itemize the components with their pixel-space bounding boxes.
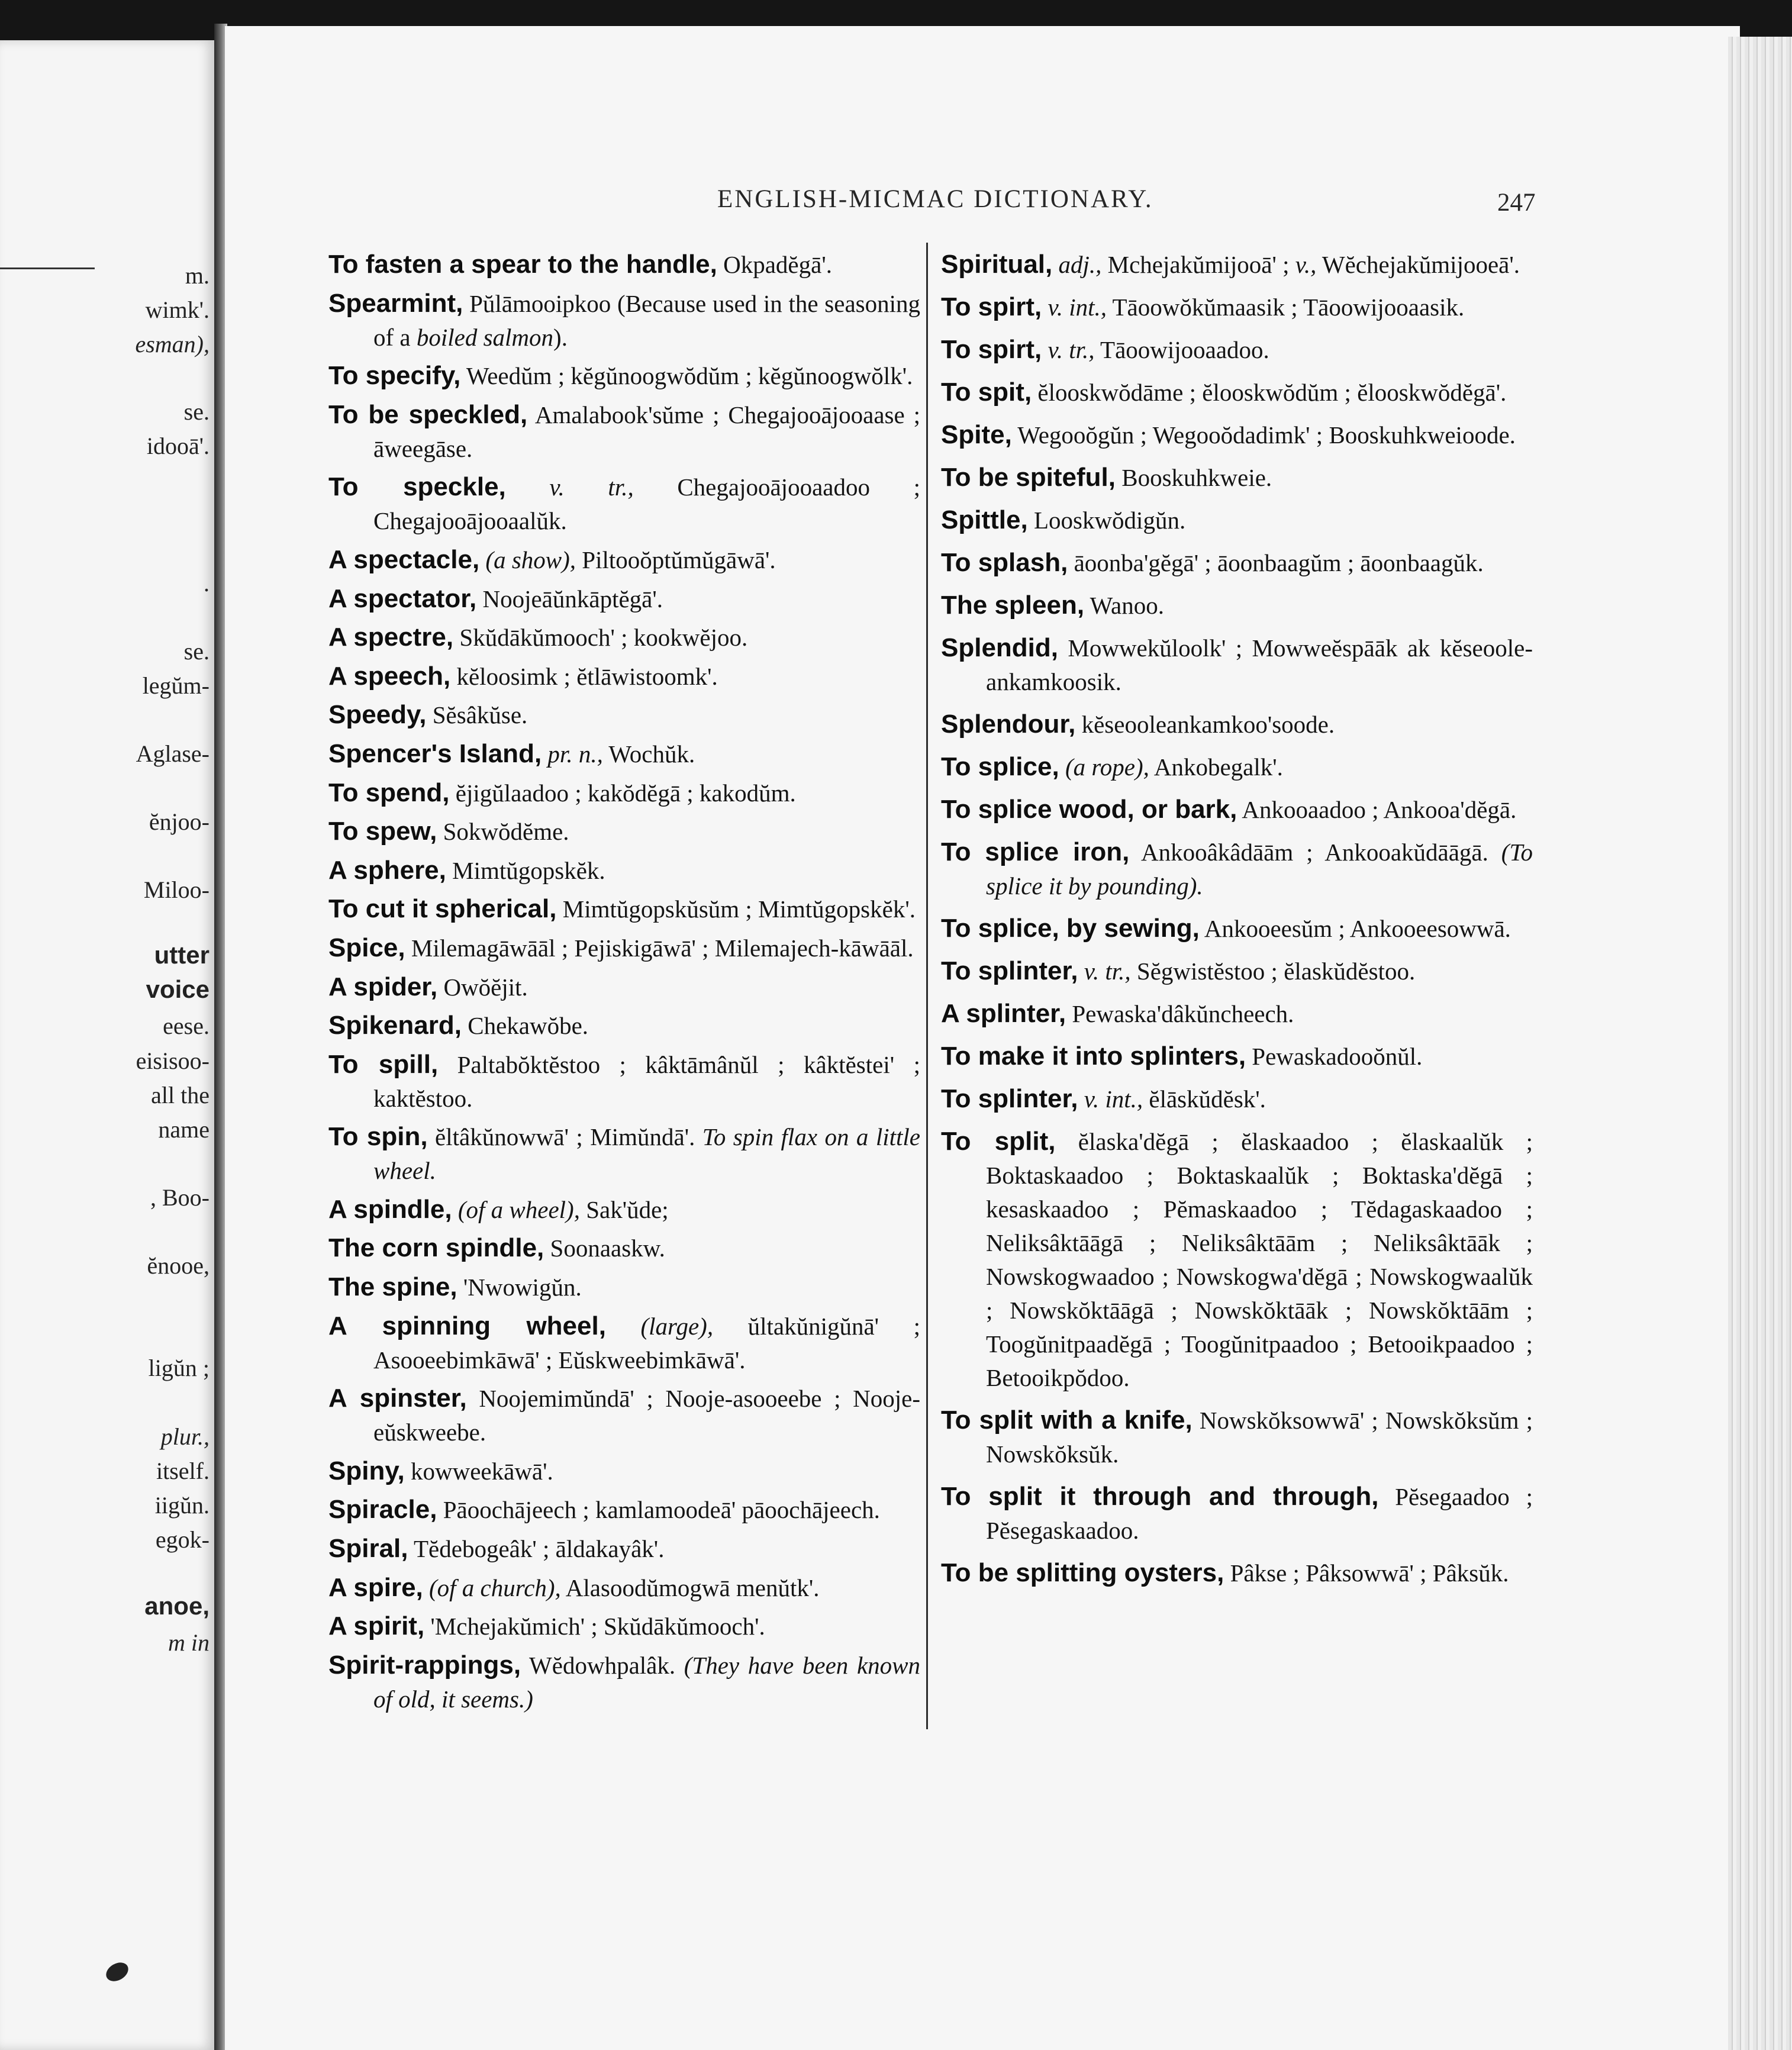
previous-page-fragment: utter (154, 941, 210, 969)
entry-headword: A spinning wheel, (328, 1311, 606, 1340)
dictionary-entry (941, 911, 1533, 946)
entry-headword: To splice, (941, 752, 1059, 781)
dictionary-entry (941, 588, 1533, 623)
entry-definition: Wegooŏgŭn ; Wegooŏdadimk' ; Booskuhkweioode. (1011, 421, 1516, 449)
entry-definition: kowweekāwā'. (404, 1457, 553, 1485)
entry-definition: Mimtŭgopskĕk. (446, 856, 605, 884)
entry-headword: Spencer's Island, (328, 739, 542, 768)
entry-definition: Paltabŏktĕstoo ; kâktāmânŭl ; kâktĕstei' ; kaktĕstoo. (373, 1050, 920, 1112)
entry-headword: To splinter, (941, 956, 1078, 985)
entry-grammar: v. tr., (505, 473, 634, 501)
dictionary-entry (941, 707, 1533, 742)
dictionary-entry (328, 892, 920, 926)
entry-definition: Ankooâkâdāām ; Ankooakŭdāāgā. (1129, 839, 1501, 866)
entry-headword: To splice wood, or bark, (941, 795, 1237, 824)
entry-definition: kĕloosimk ; ĕtlāwistoomk'. (450, 662, 718, 690)
entry-definition: Owŏĕjit. (437, 973, 528, 1001)
entry-definition: Sĕgwistĕstoo ; ĕlaskŭdĕstoo. (1130, 958, 1416, 985)
entry-headword: To spew, (328, 817, 437, 846)
entry-definition-tail: ). (553, 323, 568, 351)
entry-headword: Speedy, (328, 700, 427, 730)
dictionary-entry (328, 1532, 920, 1566)
entry-definition: Skŭdākŭmooch' ; kookwĕjoo. (453, 624, 748, 652)
dictionary-entry (941, 375, 1533, 410)
left-column (328, 247, 920, 1720)
dictionary-entry (941, 546, 1533, 580)
entry-definition: Chegajooājooaadoo ; Chegajooājooaalŭk. (373, 473, 920, 535)
dictionary-entry (941, 997, 1533, 1031)
entry-definition: Wochŭk. (602, 740, 695, 768)
previous-page-fragment: wimk'. (145, 296, 210, 323)
entry-grammar: v. tr., (1078, 958, 1131, 985)
dictionary-entry (328, 286, 920, 354)
entry-headword: A spirit, (328, 1611, 425, 1641)
previous-page-fragment: name (158, 1116, 210, 1143)
entry-definition: ŭltakŭnigŭnā' ; Asooeebimkāwā' ; Eŭskweebimkāwā'. (373, 1312, 920, 1374)
entry-note: v., (1295, 251, 1317, 278)
entry-headword: To fasten a spear to the handle, (328, 250, 717, 279)
entry-headword: Spittle, (941, 505, 1028, 534)
previous-page-fragment: eese. (163, 1013, 210, 1039)
entry-definition: Okpadĕgā'. (717, 251, 832, 278)
dictionary-entry (328, 659, 920, 694)
entry-note: (To splice it by pounding). (986, 839, 1533, 900)
entry-definition: Pewaska'dâkŭncheech. (1066, 1000, 1294, 1027)
previous-page-fragment: eisisoo- (136, 1047, 210, 1074)
dictionary-entry (941, 418, 1533, 452)
dictionary-entry (941, 792, 1533, 827)
entry-definition: Pewaskadooŏnŭl. (1246, 1043, 1423, 1070)
entry-definition: Chekawŏbe. (461, 1012, 589, 1040)
entry-definition: ĕlooskwŏdāme ; ĕlooskwŏdŭm ; ĕlooskwŏdĕgā'. (1032, 379, 1507, 406)
dictionary-entry (328, 1047, 920, 1116)
dictionary-entry (941, 460, 1533, 495)
entry-definition: Mowwekŭloolk' ; Mowweĕspāāk ak kĕseoole-ankamkoosik. (986, 634, 1533, 695)
dictionary-entry (941, 333, 1533, 367)
entry-headword: Spearmint, (328, 288, 463, 318)
entry-definition: ĕjigŭlaadoo ; kakŏdĕgā ; kakodŭm. (449, 779, 796, 807)
previous-page-fragment: , Boo- (150, 1184, 210, 1211)
entry-headword: The spleen, (941, 591, 1085, 620)
dictionary-entry (328, 582, 920, 616)
entry-headword: To be splitting oysters, (941, 1558, 1224, 1587)
entry-grammar: (of a church), (423, 1574, 561, 1601)
entry-definition: Tāoowijooaadoo. (1094, 336, 1269, 363)
entry-headword: A spectre, (328, 623, 454, 652)
entry-definition: Weedŭm ; kĕgŭnoogwŏdŭm ; kĕgŭnoogwŏlk'. (460, 362, 913, 390)
dictionary-entry (941, 1480, 1533, 1548)
previous-page-fragment: se. (183, 638, 210, 665)
entry-headword: To splice iron, (941, 837, 1130, 866)
dictionary-entry (328, 543, 920, 577)
previous-page-fragment: egok- (155, 1526, 210, 1553)
entry-headword: The spine, (328, 1272, 457, 1302)
entry-definition: Looskwŏdigŭn. (1027, 507, 1186, 534)
entry-headword: Splendid, (941, 633, 1058, 662)
dictionary-entry (941, 503, 1533, 537)
dictionary-entry (328, 737, 920, 771)
entry-headword: A spectacle, (328, 544, 480, 574)
previous-page-fragment: voice (146, 975, 210, 1003)
entry-headword: A spindle, (328, 1194, 452, 1224)
entry-headword: To splinter, (941, 1084, 1078, 1113)
entry-definition-tail: Wĕchejakŭmijooeā'. (1316, 251, 1520, 278)
dictionary-entry (328, 1231, 920, 1265)
dictionary-entry (328, 620, 920, 655)
entry-note: To spin flax on a little wheel. (373, 1123, 920, 1185)
entry-definition: Piltooŏptŭmŭgāwā'. (576, 546, 776, 573)
entry-definition: Mimtŭgopskŭsŭm ; Mimtŭgopskĕk'. (556, 895, 916, 923)
entry-definition: Noojemimŭndā' ; Nooje-asooeebe ; Nooje-eŭskweebe. (373, 1385, 920, 1446)
entry-grammar: v. int., (1078, 1085, 1143, 1113)
dictionary-entry (328, 970, 920, 1004)
previous-page-fragment: ĕnjoo- (149, 808, 210, 835)
entry-definition: Sokwŏdĕme. (437, 818, 569, 846)
previous-page-fragment: legŭm- (142, 672, 210, 699)
entry-grammar: (a show), (479, 546, 576, 573)
dictionary-entry (941, 1082, 1533, 1116)
entry-note: boiled salmon (416, 323, 554, 351)
entry-headword: Spite, (941, 420, 1012, 449)
entry-headword: A spire, (328, 1572, 423, 1602)
entry-headword: Spiny, (328, 1456, 405, 1485)
entry-headword: A spider, (328, 972, 438, 1001)
dictionary-entry (328, 698, 920, 732)
entry-headword: To splash, (941, 548, 1068, 577)
entry-definition: Pâkse ; Pâksowwā' ; Pâksŭk. (1224, 1559, 1509, 1587)
dictionary-entry (328, 1381, 920, 1449)
dictionary-entry (328, 1648, 920, 1716)
entry-headword: To split, (941, 1127, 1056, 1156)
entry-definition: Tĕdebogeâk' ; āldakayâk'. (408, 1535, 665, 1563)
dictionary-entry (328, 776, 920, 810)
dictionary-entry (328, 359, 920, 393)
dictionary-entry (328, 1571, 920, 1605)
entry-definition: Wĕdowhpalâk. (521, 1651, 684, 1679)
entry-definition: Amalabook'sŭme ; Chegajooājooaase ; āweegāse. (373, 401, 921, 462)
dictionary-entry (328, 814, 920, 849)
entry-headword: A spinster, (328, 1384, 467, 1413)
dictionary-entry (328, 1454, 920, 1488)
running-head: ENGLISH-MICMAC DICTIONARY. (717, 185, 1153, 213)
entry-definition: Sĕsâkŭse. (426, 701, 528, 729)
dictionary-entry (328, 1493, 920, 1527)
dictionary-entry (941, 1556, 1533, 1590)
entry-headword: To spend, (328, 778, 450, 807)
entry-headword: Spirit-rappings, (328, 1650, 521, 1680)
entry-headword: A splinter, (941, 999, 1066, 1028)
dictionary-entry (328, 470, 920, 538)
entry-grammar: v. int., (1042, 294, 1107, 321)
previous-page-fragment: plur., (160, 1423, 210, 1450)
dictionary-entry (941, 835, 1533, 903)
entry-headword: A speech, (328, 661, 451, 691)
entry-headword: To spill, (328, 1049, 439, 1079)
entry-headword: The corn spindle, (328, 1233, 544, 1263)
entry-definition: Pāoochājeech ; kamlamoodeā' pāoochājeech. (437, 1496, 880, 1524)
entry-definition: Pĕsegaadoo ; Pĕsegaskaadoo. (986, 1483, 1533, 1544)
column-divider (926, 243, 928, 1729)
dictionary-entry (941, 750, 1533, 784)
entry-headword: To splice, by sewing, (941, 914, 1200, 943)
entry-headword: To speckle, (328, 472, 506, 502)
entry-definition: kĕseooleankamkoo'soode. (1075, 711, 1335, 738)
dictionary-entry (941, 247, 1533, 282)
entry-definition: Soonaaskw. (544, 1234, 665, 1262)
dictionary-entry (941, 1124, 1533, 1395)
entry-definition: Ankooeesŭm ; Ankooeesowwā. (1199, 915, 1511, 942)
dictionary-entry (328, 1192, 920, 1227)
entry-definition: 'Nwowigŭn. (457, 1274, 582, 1301)
entry-definition: Ankobegalk'. (1149, 753, 1283, 781)
entry-grammar: pr. n., (542, 740, 603, 768)
entry-definition: ĕlāskŭdĕsk'. (1143, 1085, 1266, 1113)
entry-definition: ĕltâkŭnowwā' ; Mimŭndā'. (427, 1123, 702, 1151)
entry-definition: Booskuhkweie. (1115, 464, 1272, 491)
dictionary-entry (328, 853, 920, 888)
entry-grammar: adj., (1052, 251, 1102, 278)
entry-headword: To make it into splinters, (941, 1042, 1246, 1071)
previous-page-fragment: m in (168, 1629, 210, 1656)
previous-page-fragment: all the (151, 1082, 210, 1108)
entry-headword: To spin, (328, 1122, 428, 1152)
entry-definition: āoonba'gĕgā' ; āoonbaagŭm ; āoonbaagŭk. (1068, 549, 1484, 576)
right-column (941, 247, 1533, 1598)
dictionary-entry (941, 1403, 1533, 1471)
entry-definition: Ankooaadoo ; Ankooa'dĕgā. (1237, 796, 1517, 823)
previous-page-fragment: ligŭn ; (148, 1355, 210, 1381)
entry-headword: To split with a knife, (941, 1406, 1192, 1435)
entry-definition: Wanoo. (1084, 592, 1164, 619)
entry-definition: Pŭlāmooipkoo (Because used in the seasoning of a (373, 289, 920, 351)
dictionary-entry (328, 1309, 920, 1377)
entry-definition: 'Mchejakŭmich' ; Skŭdākŭmooch'. (424, 1613, 765, 1640)
previous-page-fragment: Aglase- (136, 740, 210, 767)
entry-grammar: (large), (605, 1312, 714, 1340)
entry-definition: Mchejakŭmijooā' ; (1101, 251, 1295, 278)
dictionary-entry (328, 1120, 920, 1188)
entry-headword: Spiritual, (941, 250, 1053, 279)
entry-headword: To split it through and through, (941, 1482, 1379, 1511)
previous-page (0, 40, 214, 2050)
dictionary-entry (941, 631, 1533, 699)
previous-page-fragment: ĕnooe, (147, 1252, 210, 1279)
entry-grammar: v. tr., (1042, 336, 1095, 363)
previous-page-fragment: itself. (156, 1458, 210, 1484)
page-number: 247 (1497, 189, 1536, 217)
previous-page-fragment: . (204, 570, 210, 597)
dictionary-entry (328, 398, 920, 466)
previous-page-fragment: esman), (135, 331, 210, 357)
entry-headword: To be speckled, (328, 399, 528, 429)
entry-headword: A spectator, (328, 584, 477, 613)
entry-headword: A sphere, (328, 855, 446, 885)
previous-page-fragment: idooā'. (146, 433, 210, 459)
dictionary-entry (941, 954, 1533, 988)
entry-note: (They have been known of old, it seems.) (373, 1651, 920, 1713)
dictionary-entry (941, 290, 1533, 324)
entry-headword: To be spiteful, (941, 463, 1116, 492)
previous-page-fragment: se. (183, 398, 210, 425)
dictionary-entry (328, 1008, 920, 1043)
entry-definition: Milemagāwāāl ; Pejiskigāwā' ; Milemajech-kāwāāl. (405, 934, 914, 962)
entry-headword: To specify, (328, 361, 461, 391)
previous-page-fragment: m. (185, 262, 210, 289)
entry-headword: Spikenard, (328, 1011, 462, 1040)
entry-grammar: (of a wheel), (452, 1195, 580, 1223)
entry-headword: To spirt, (941, 292, 1042, 321)
entry-definition: Sak'ŭde; (579, 1195, 669, 1223)
entry-headword: Spiracle, (328, 1495, 437, 1524)
entry-definition: Alasoodŭmogwā menŭtk'. (560, 1574, 820, 1601)
previous-page-fragment: anoe, (144, 1592, 210, 1620)
previous-page-fragment: Miloo- (143, 876, 210, 903)
entry-definition: Tāoowŏkŭmaasik ; Tāoowijooaasik. (1106, 294, 1465, 321)
dictionary-entry (328, 931, 920, 965)
entry-headword: To spirt, (941, 335, 1042, 364)
entry-headword: Spiral, (328, 1534, 408, 1564)
entry-headword: Splendour, (941, 710, 1076, 739)
page-edge (1728, 37, 1792, 2050)
entry-definition: Noojeāŭnkāptĕgā'. (476, 585, 663, 613)
dictionary-entry (328, 247, 920, 282)
entry-headword: Spice, (328, 933, 405, 962)
entry-definition: Nowskŏksowwā' ; Nowskŏksŭm ; Nowskŏksŭk. (986, 1407, 1533, 1468)
entry-headword: To spit, (941, 378, 1032, 407)
entry-definition: ĕlaska'dĕgā ; ĕlaskaadoo ; ĕlaskaalŭk ; Boktaskaadoo ; Boktaskaalŭk ; Boktaska'dĕgā ; kesaskaadoo ; Pĕmaskaadoo ; Tĕdagaskaadoo ; Neliksâktāāgā ; Neliksâktāām ; Neliksâktāāk ; Nowskogwaadoo ; Nowskogwa'dĕgā ; Nowskogwaalŭk ; Nowskŏktāāgā ; Nowskŏktāāk ; Nowskŏktāām ; Toogŭnitpaadĕgā ; Toogŭnitpaadoo ; Betooikpaadoo ; Betooikpŏdoo. (986, 1128, 1533, 1391)
previous-page-rule (0, 267, 95, 269)
previous-page-fragment: iigŭn. (154, 1492, 210, 1519)
dictionary-entry (328, 1270, 920, 1304)
dictionary-entry (328, 1609, 920, 1643)
entry-headword: To cut it spherical, (328, 894, 557, 924)
entry-grammar: (a rope), (1059, 753, 1149, 781)
dictionary-entry (941, 1039, 1533, 1074)
